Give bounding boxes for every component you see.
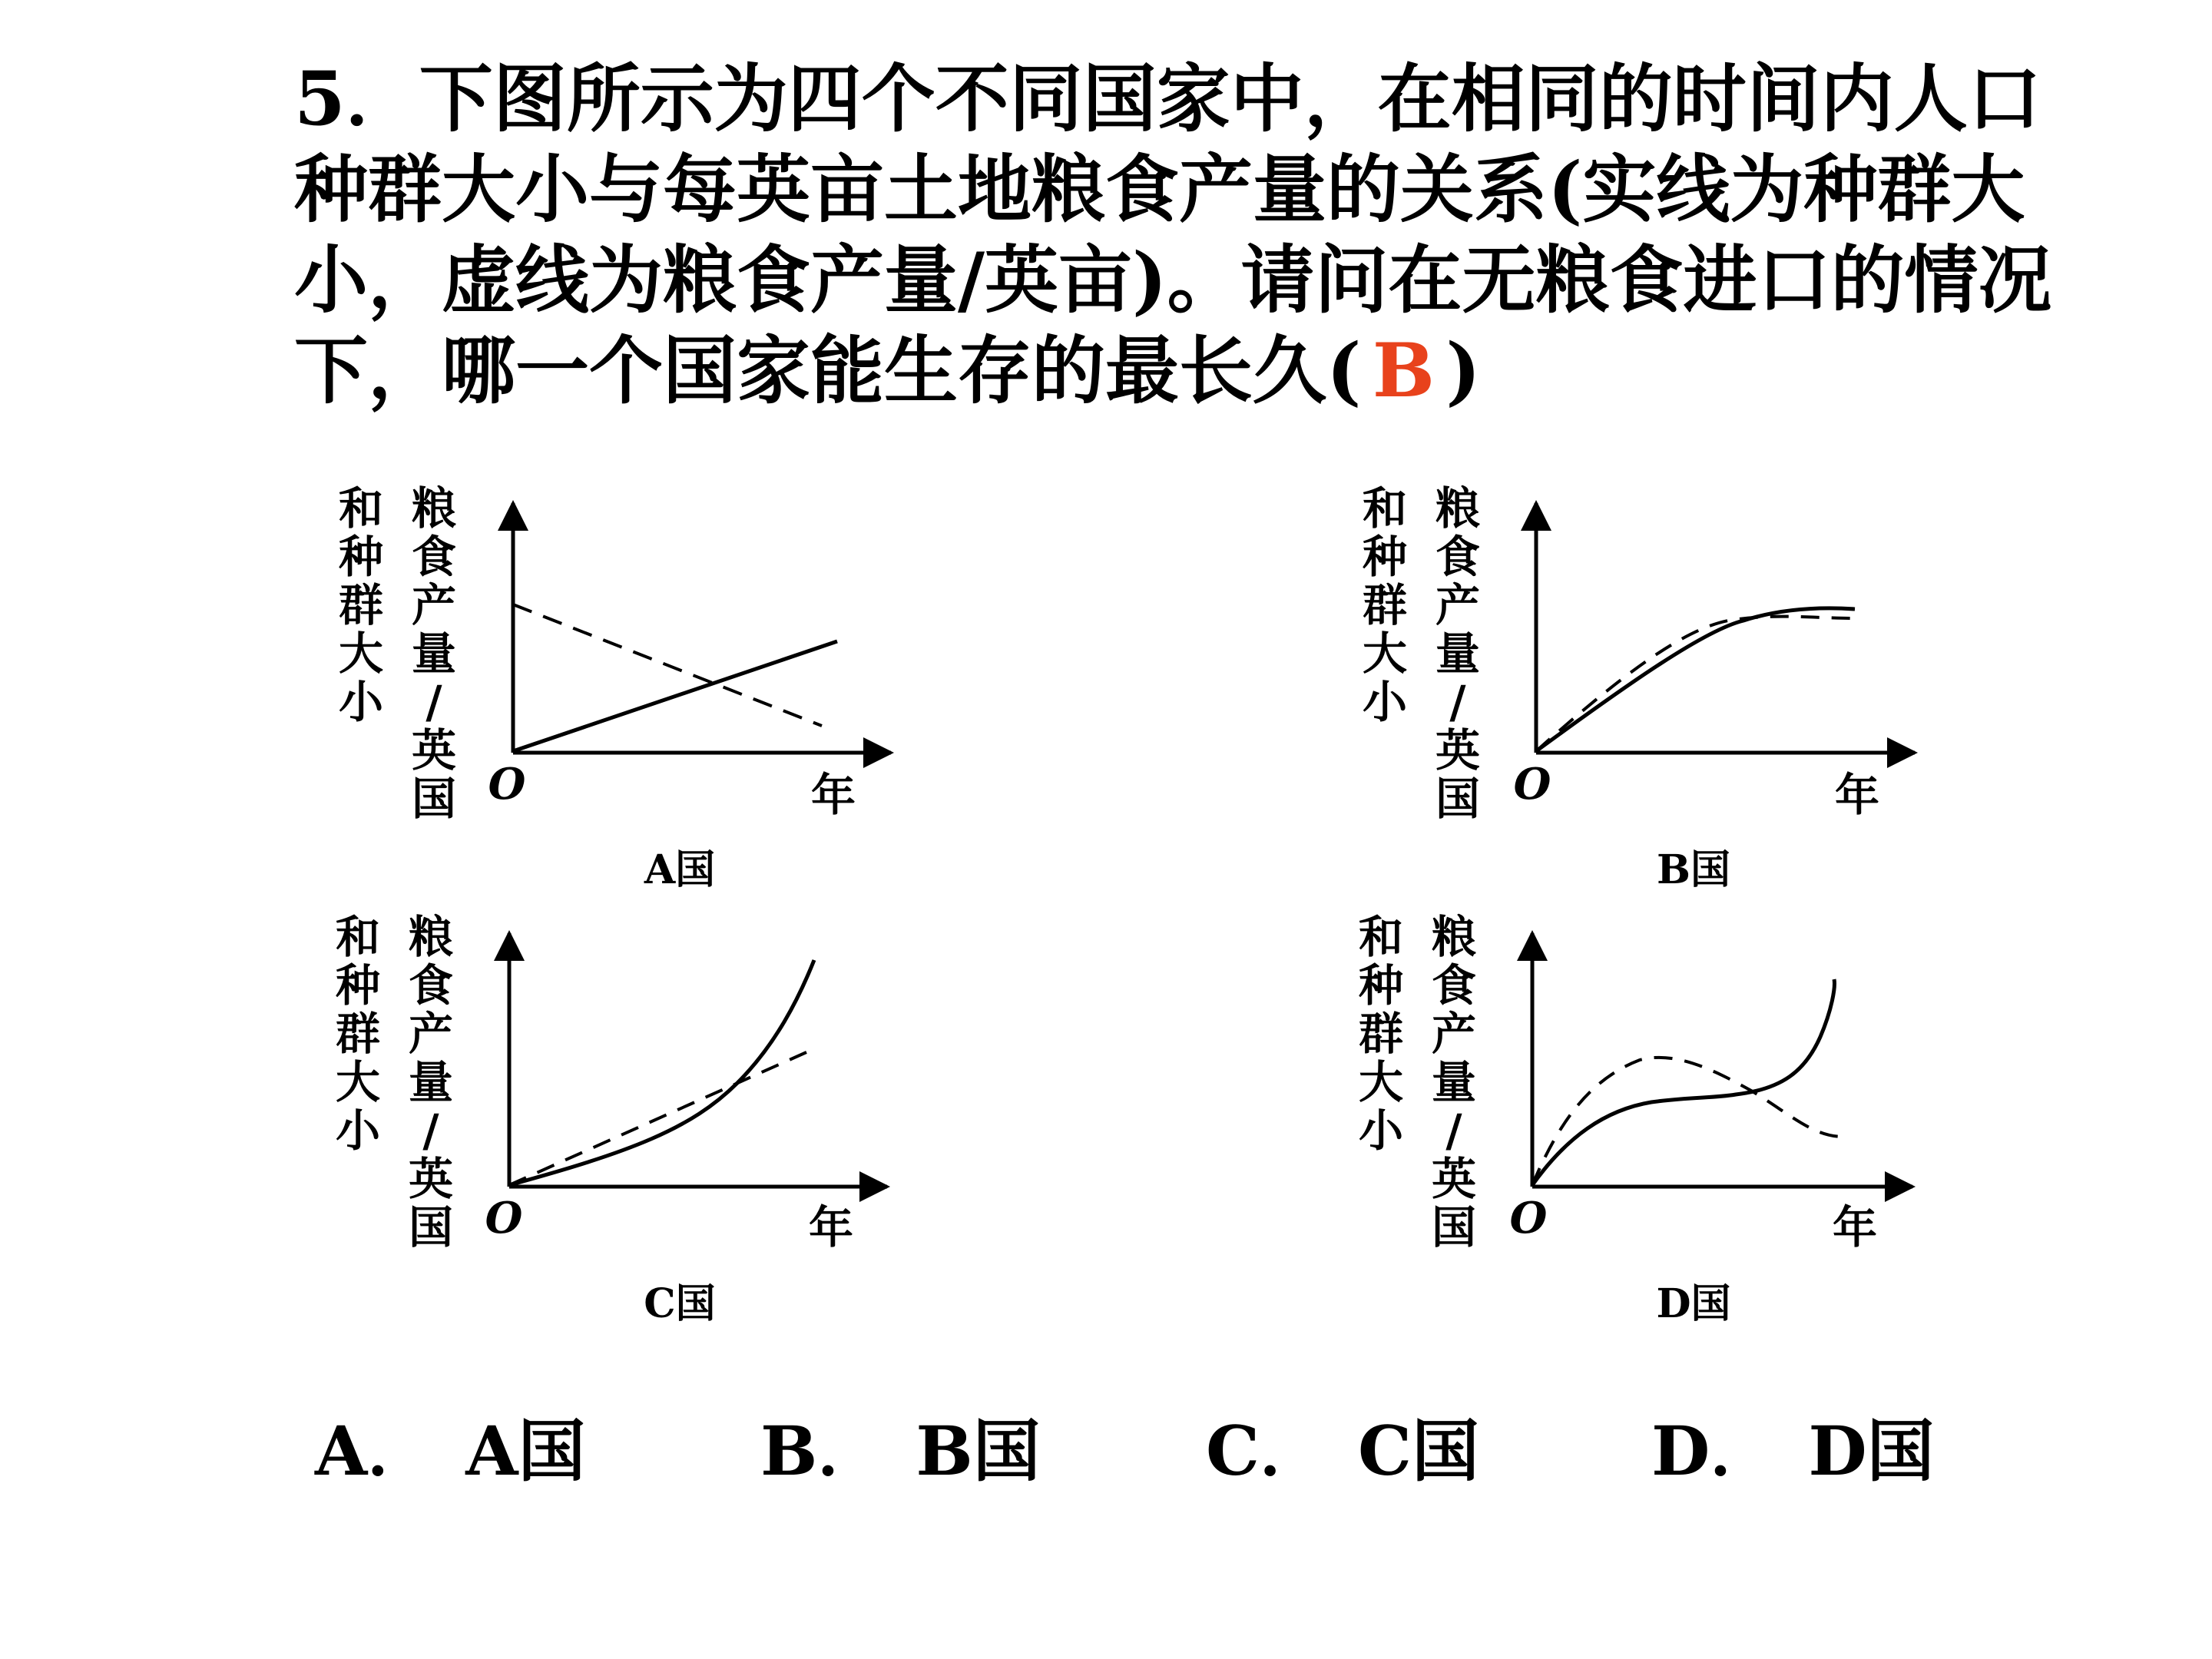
food-line-c [509, 1052, 806, 1185]
panel-b [1363, 482, 1915, 893]
ylabel-right-4: / [426, 676, 442, 728]
ylabel-left-4: 小 [335, 1104, 381, 1157]
population-line-d [1532, 979, 1834, 1185]
option-b[interactable] [760, 1398, 1041, 1495]
origin-c: O [485, 1193, 523, 1243]
option-a[interactable] [315, 1398, 586, 1495]
ylabel-right-3: 量 [1431, 1056, 1477, 1108]
ylabel-left-3: 大 [1358, 1056, 1404, 1108]
origin-b: O [1513, 759, 1551, 810]
ylabel-right-6: 国 [411, 773, 457, 825]
ylabel-right-3: 量 [408, 1056, 454, 1108]
ylabel-right-5: 英 [1431, 1153, 1477, 1205]
x-label-d: 年 [1832, 1201, 1878, 1253]
ylabel-right-0: 粮 [408, 911, 454, 963]
option-b-text: B国 [916, 1411, 1041, 1491]
ylabel-right-0: 粮 [411, 482, 457, 535]
ylabel-right-1: 食 [408, 959, 454, 1012]
ylabel-right-4: / [1445, 1104, 1462, 1157]
ylabel-left-1: 种 [338, 531, 384, 583]
ylabel-left-4: 小 [1362, 676, 1408, 728]
panel-d [1359, 911, 1912, 1327]
ylabel-right-3: 量 [411, 628, 457, 680]
answer-options [0, 1398, 2212, 1490]
ylabel-left-2: 群 [1358, 1008, 1404, 1060]
ylabel-right-0: 粮 [1431, 911, 1477, 963]
option-d-letter: D． [1651, 1411, 1778, 1491]
y-axis-label-a [339, 482, 456, 825]
ylabel-right-1: 食 [1431, 959, 1477, 1012]
ylabel-left-2: 群 [338, 579, 384, 631]
x-label-a: 年 [810, 769, 856, 821]
ylabel-right-5: 英 [411, 724, 457, 777]
population-line-a [513, 641, 837, 751]
ylabel-right-6: 国 [408, 1201, 454, 1253]
caption-a: A国 [644, 846, 716, 893]
ylabel-left-3: 大 [335, 1056, 381, 1108]
ylabel-right-4: / [422, 1104, 439, 1157]
food-line-d [1532, 1058, 1843, 1185]
question-line-2: 种群大小与每英亩土地粮食产量的关系(实线为种群大 [294, 146, 2025, 233]
origin-d: O [1509, 1193, 1548, 1243]
ylabel-right-2: 产 [408, 1008, 454, 1060]
option-c[interactable] [1206, 1398, 1479, 1495]
y-axis-label-b [1363, 482, 1480, 825]
caption-b: B国 [1657, 846, 1730, 893]
population-line-c [509, 960, 814, 1185]
food-line-a [513, 604, 822, 726]
option-c-text: C国 [1358, 1411, 1480, 1491]
ylabel-left-1: 种 [1362, 531, 1408, 583]
x-label-c: 年 [808, 1201, 854, 1253]
ylabel-right-5: 英 [1435, 724, 1481, 777]
ylabel-left-0: 和 [335, 911, 381, 963]
panel-c [336, 911, 887, 1327]
option-d-text: D国 [1808, 1411, 1935, 1491]
question-line-4-text: 下，哪一个国家能生存的最长久( [294, 327, 1362, 414]
ylabel-left-3: 大 [338, 628, 384, 680]
population-line-b [1536, 608, 1855, 751]
ylabel-right-5: 英 [408, 1153, 454, 1205]
ylabel-right-6: 国 [1431, 1201, 1477, 1253]
panel-a [339, 482, 891, 893]
x-label-b: 年 [1834, 769, 1880, 821]
option-b-letter: B． [760, 1411, 886, 1491]
question-line-3: 小，虚线为粮食产量/英亩)。请问在无粮食进口的情况 [294, 237, 2052, 323]
option-d[interactable] [1651, 1398, 1935, 1495]
question-line-1: 5．下图所示为四个不同国家中，在相同的时间内人口 [294, 55, 2041, 142]
ylabel-right-1: 食 [1435, 531, 1481, 583]
ylabel-right-2: 产 [1435, 579, 1481, 631]
y-axis-label-d [1359, 911, 1476, 1253]
y-axis-label-c [336, 911, 453, 1253]
ylabel-right-6: 国 [1435, 773, 1481, 825]
origin-a: O [488, 759, 526, 810]
ylabel-right-0: 粮 [1435, 482, 1481, 535]
caption-d: D国 [1656, 1280, 1731, 1327]
ylabel-right-3: 量 [1435, 628, 1481, 680]
option-a-letter: A． [315, 1411, 435, 1491]
ylabel-right-4: / [1449, 676, 1466, 728]
ylabel-left-4: 小 [1358, 1104, 1404, 1157]
answer-mark: B [1372, 327, 1435, 414]
ylabel-left-1: 种 [1358, 959, 1404, 1012]
ylabel-left-0: 和 [1362, 482, 1408, 535]
question-close-paren: ) [1445, 327, 1481, 414]
ylabel-left-4: 小 [338, 676, 384, 728]
ylabel-right-2: 产 [411, 579, 457, 631]
ylabel-left-2: 群 [1362, 579, 1408, 631]
ylabel-right-2: 产 [1431, 1008, 1477, 1060]
option-a-text: A国 [465, 1411, 586, 1491]
ylabel-left-2: 群 [335, 1008, 381, 1060]
food-line-b [1536, 617, 1855, 751]
ylabel-left-0: 和 [1358, 911, 1404, 963]
ylabel-left-3: 大 [1362, 628, 1408, 680]
caption-c: C国 [644, 1280, 716, 1327]
ylabel-left-0: 和 [338, 482, 384, 535]
ylabel-left-1: 种 [335, 959, 381, 1012]
option-c-letter: C． [1206, 1411, 1328, 1491]
ylabel-right-1: 食 [411, 531, 457, 583]
